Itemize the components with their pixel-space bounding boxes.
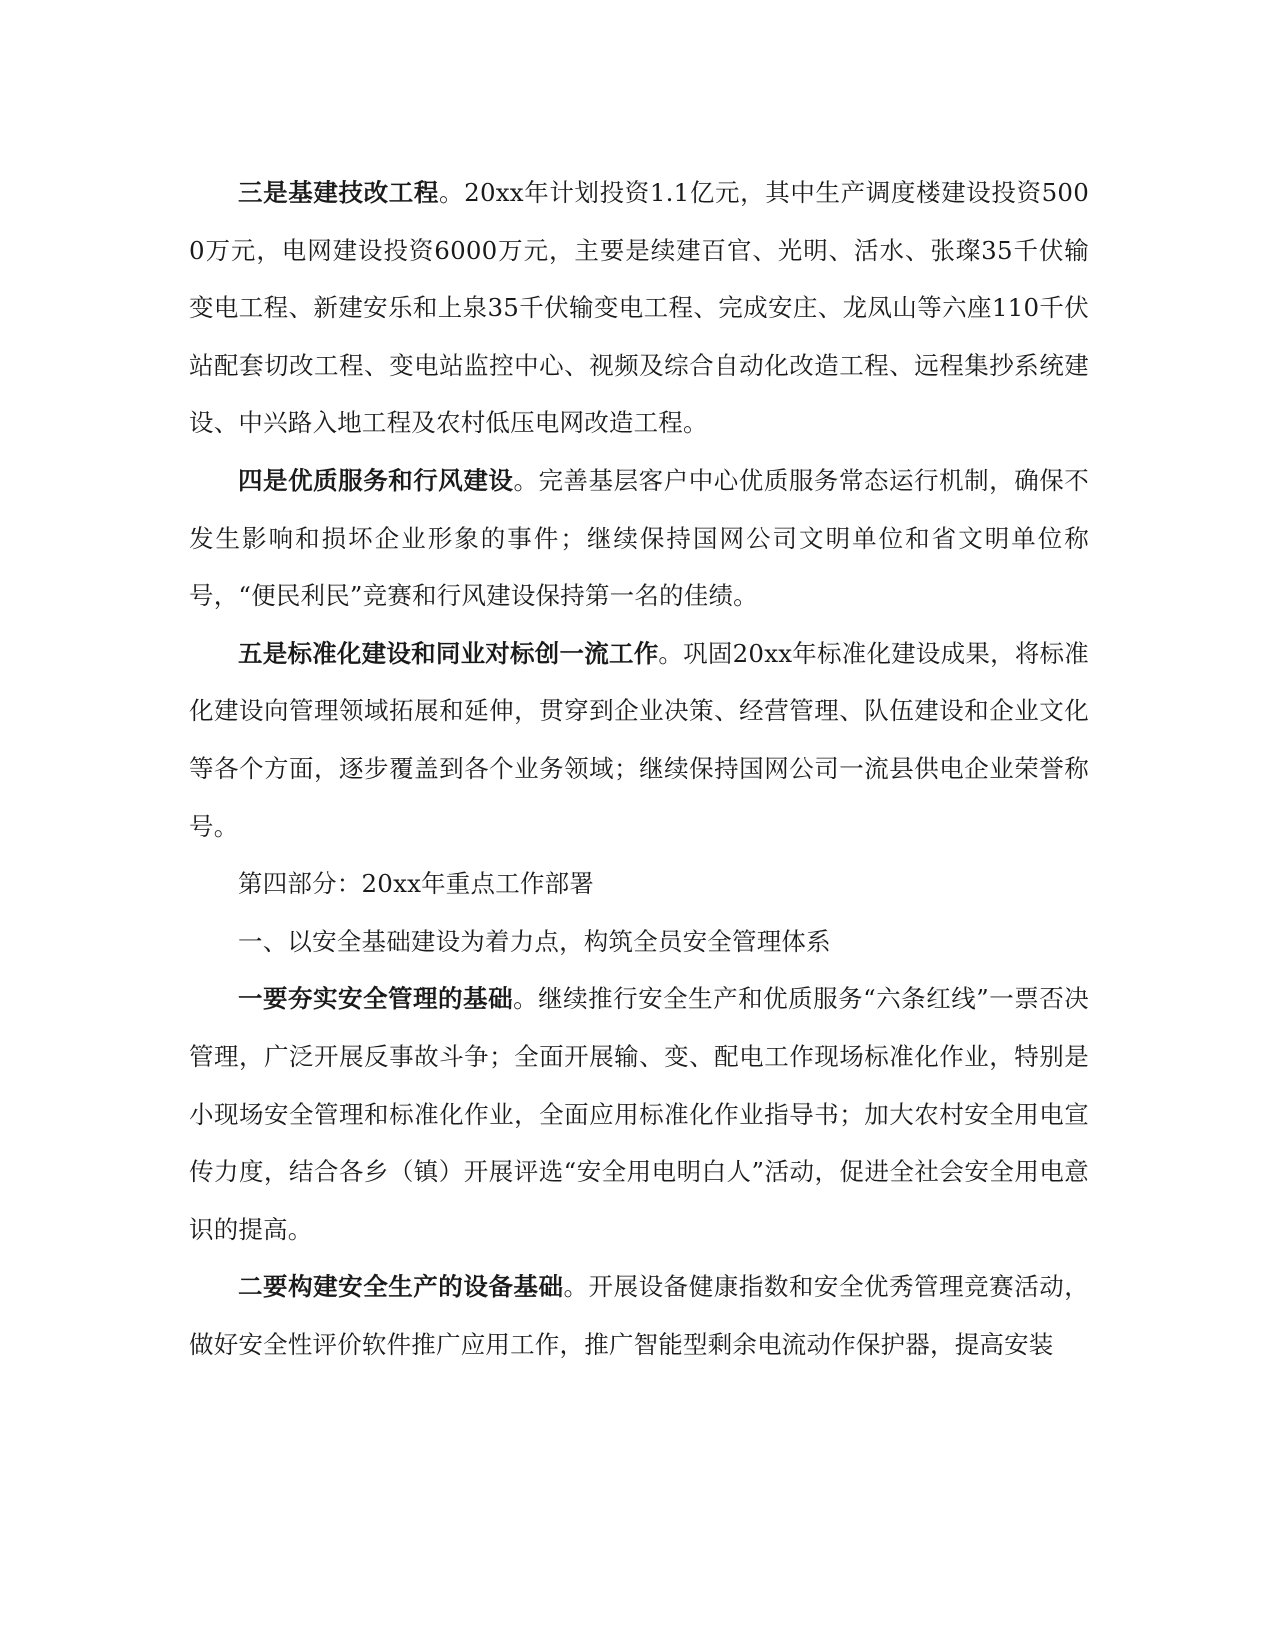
paragraph-text: 。开展设备健康指数和安全优秀管理竞赛活动，做好安全性评价软件推广应用工作，推广智能型剩余电流动作保护器，提高安装 — [189, 1272, 1089, 1359]
paragraph-text: 。继续推行安全生产和优质服务“六条红线”一票否决管理，广泛开展反事故斗争；全面开展输、变、配电工作现场标准化作业，特别是小现场安全管理和标准化作业，全面应用标准化作业指导书；加大农村安全用电宣传力度，结合各乡（镇）开展评选“安全用电明白人”活动，促进全社会安全用电意识的提高。 — [189, 984, 1089, 1244]
paragraph-equipment-basis — [189, 1258, 1089, 1373]
paragraph-lead: 三是基建技改工程 — [238, 178, 440, 207]
paragraph-infrastructure — [189, 164, 1089, 452]
paragraph-lead: 四是优质服务和行风建设 — [238, 465, 514, 495]
paragraph-standardization — [189, 625, 1089, 855]
document-body — [189, 164, 1089, 1373]
paragraph-lead: 二要构建安全生产的设备基础 — [238, 1272, 564, 1302]
paragraph-text: 。20xx年计划投资1.1亿元，其中生产调度楼建设投资5000万元，电网建设投资6000万元，主要是续建百官、光明、活水、张璨35千伏输变电工程、新建安乐和上泉35千伏输变电工程、完成安庄、龙凤山等六座110千伏站配套切改工程、变电站监控中心、视频及综合自动化改造工程、远程集抄系统建设、中兴路入地工程及农村低压电网改造工程。 — [189, 178, 1089, 438]
paragraph-text: 一、以安全基础建设为着力点，构筑全员安全管理体系 — [238, 926, 831, 956]
paragraph-text: 。完善基层客户中心优质服务常态运行机制，确保不发生影响和损坏企业形象的事件；继续保持国网公司文明单位和省文明单位称号，“便民利民”竞赛和行风建设保持第一名的佳绩。 — [189, 465, 1089, 611]
section-heading-safety — [189, 913, 1089, 971]
paragraph-text: 。巩固20xx年标准化建设成果，将标准化建设向管理领域拓展和延伸，贯穿到企业决策、经营管理、队伍建设和企业文化等各个方面，逐步覆盖到各个业务领域；继续保持国网公司一流县供电企业荣誉称号。 — [189, 638, 1089, 841]
paragraph-service — [189, 452, 1089, 625]
section-heading-part-four — [189, 855, 1089, 913]
paragraph-lead: 五是标准化建设和同业对标创一流工作 — [238, 638, 659, 668]
paragraph-text: 第四部分：20xx年重点工作部署 — [238, 869, 595, 899]
paragraph-safety-management — [189, 970, 1089, 1258]
paragraph-lead: 一要夯实安全管理的基础 — [238, 984, 514, 1014]
